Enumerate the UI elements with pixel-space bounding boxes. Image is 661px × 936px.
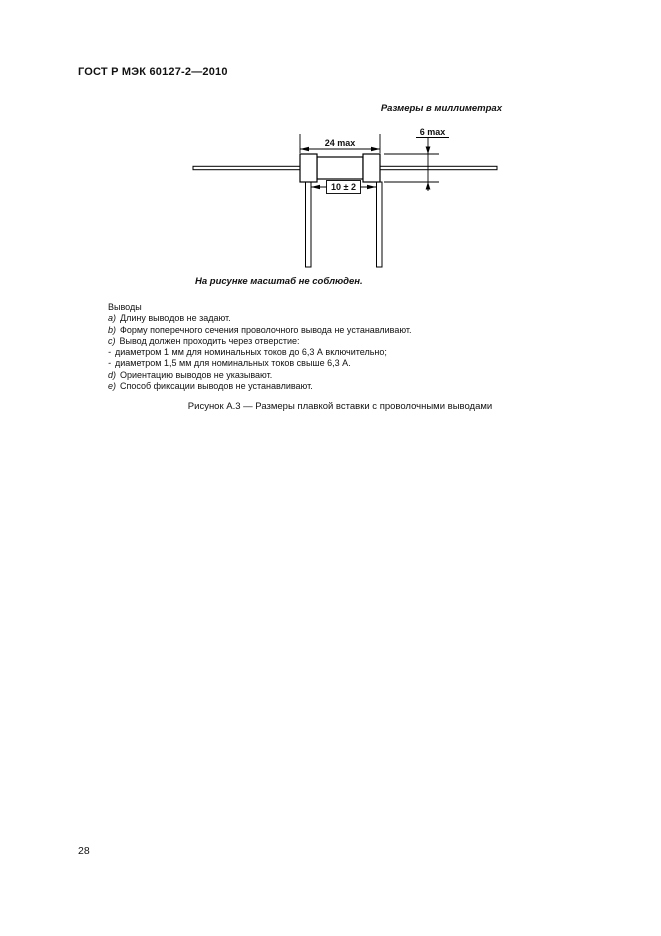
fuse-end-cap-right [363,154,380,182]
right-vertical-lead [377,182,383,267]
fuse-dimension-drawing [185,120,505,270]
note-text: Форму поперечного сечения проволочного вывода не устанавливают. [120,324,412,335]
note-text: диаметром 1 мм для номинальных токов до 6,3 А включительно; [115,347,387,358]
dim-spacing-label: 10 ± 2 [331,182,356,192]
left-axial-lead [193,166,300,169]
figure-notes [108,302,608,392]
dim-length-arrow-left [300,147,309,151]
note-label: a) [108,313,117,324]
dim-spacing-arrow-right [367,185,376,189]
note-item [108,313,608,324]
fuse-body [317,157,363,179]
note-label: b) [108,324,117,335]
dim-length-label: 24 max [324,138,356,148]
note-item [108,336,608,347]
dim-length-arrow-right [371,147,380,151]
note-item [108,325,608,336]
note-item [108,347,608,358]
note-label: d) [108,369,117,380]
right-axial-lead [380,166,497,169]
note-text: Длину выводов не задают. [120,313,231,324]
note-label: e) [108,381,117,392]
dim-spacing-arrow-left [311,185,320,189]
note-item [108,370,608,381]
note-text: Вывод должен проходить через отверстие: [119,335,300,346]
note-label: c) [108,335,116,346]
fuse-end-cap-left [300,154,317,182]
note-text: Ориентацию выводов не указывают. [120,369,273,380]
dim-diameter-label: 6 max [419,127,446,137]
note-text: Способ фиксации выводов не устанавливают. [120,381,313,392]
page-number: 28 [78,845,90,857]
scale-note: На рисунке масштаб не соблюден. [195,276,363,287]
note-label: - [108,358,111,369]
note-item [108,358,608,369]
dim-diameter-arrow-top [426,147,431,155]
units-note: Размеры в миллиметрах [380,103,502,114]
left-vertical-lead [306,182,312,267]
note-label: - [108,347,111,358]
note-item [108,381,608,392]
figure-caption: Рисунок А.3 — Размеры плавкой вставки с проволочными выводами [187,401,493,412]
document-header: ГОСТ Р МЭК 60127-2—2010 [78,66,228,78]
notes-title: Выводы [108,302,142,312]
dim-diameter-arrow-bottom [426,182,431,190]
note-text: диаметром 1,5 мм для номинальных токов свыше 6,3 А. [115,358,351,369]
